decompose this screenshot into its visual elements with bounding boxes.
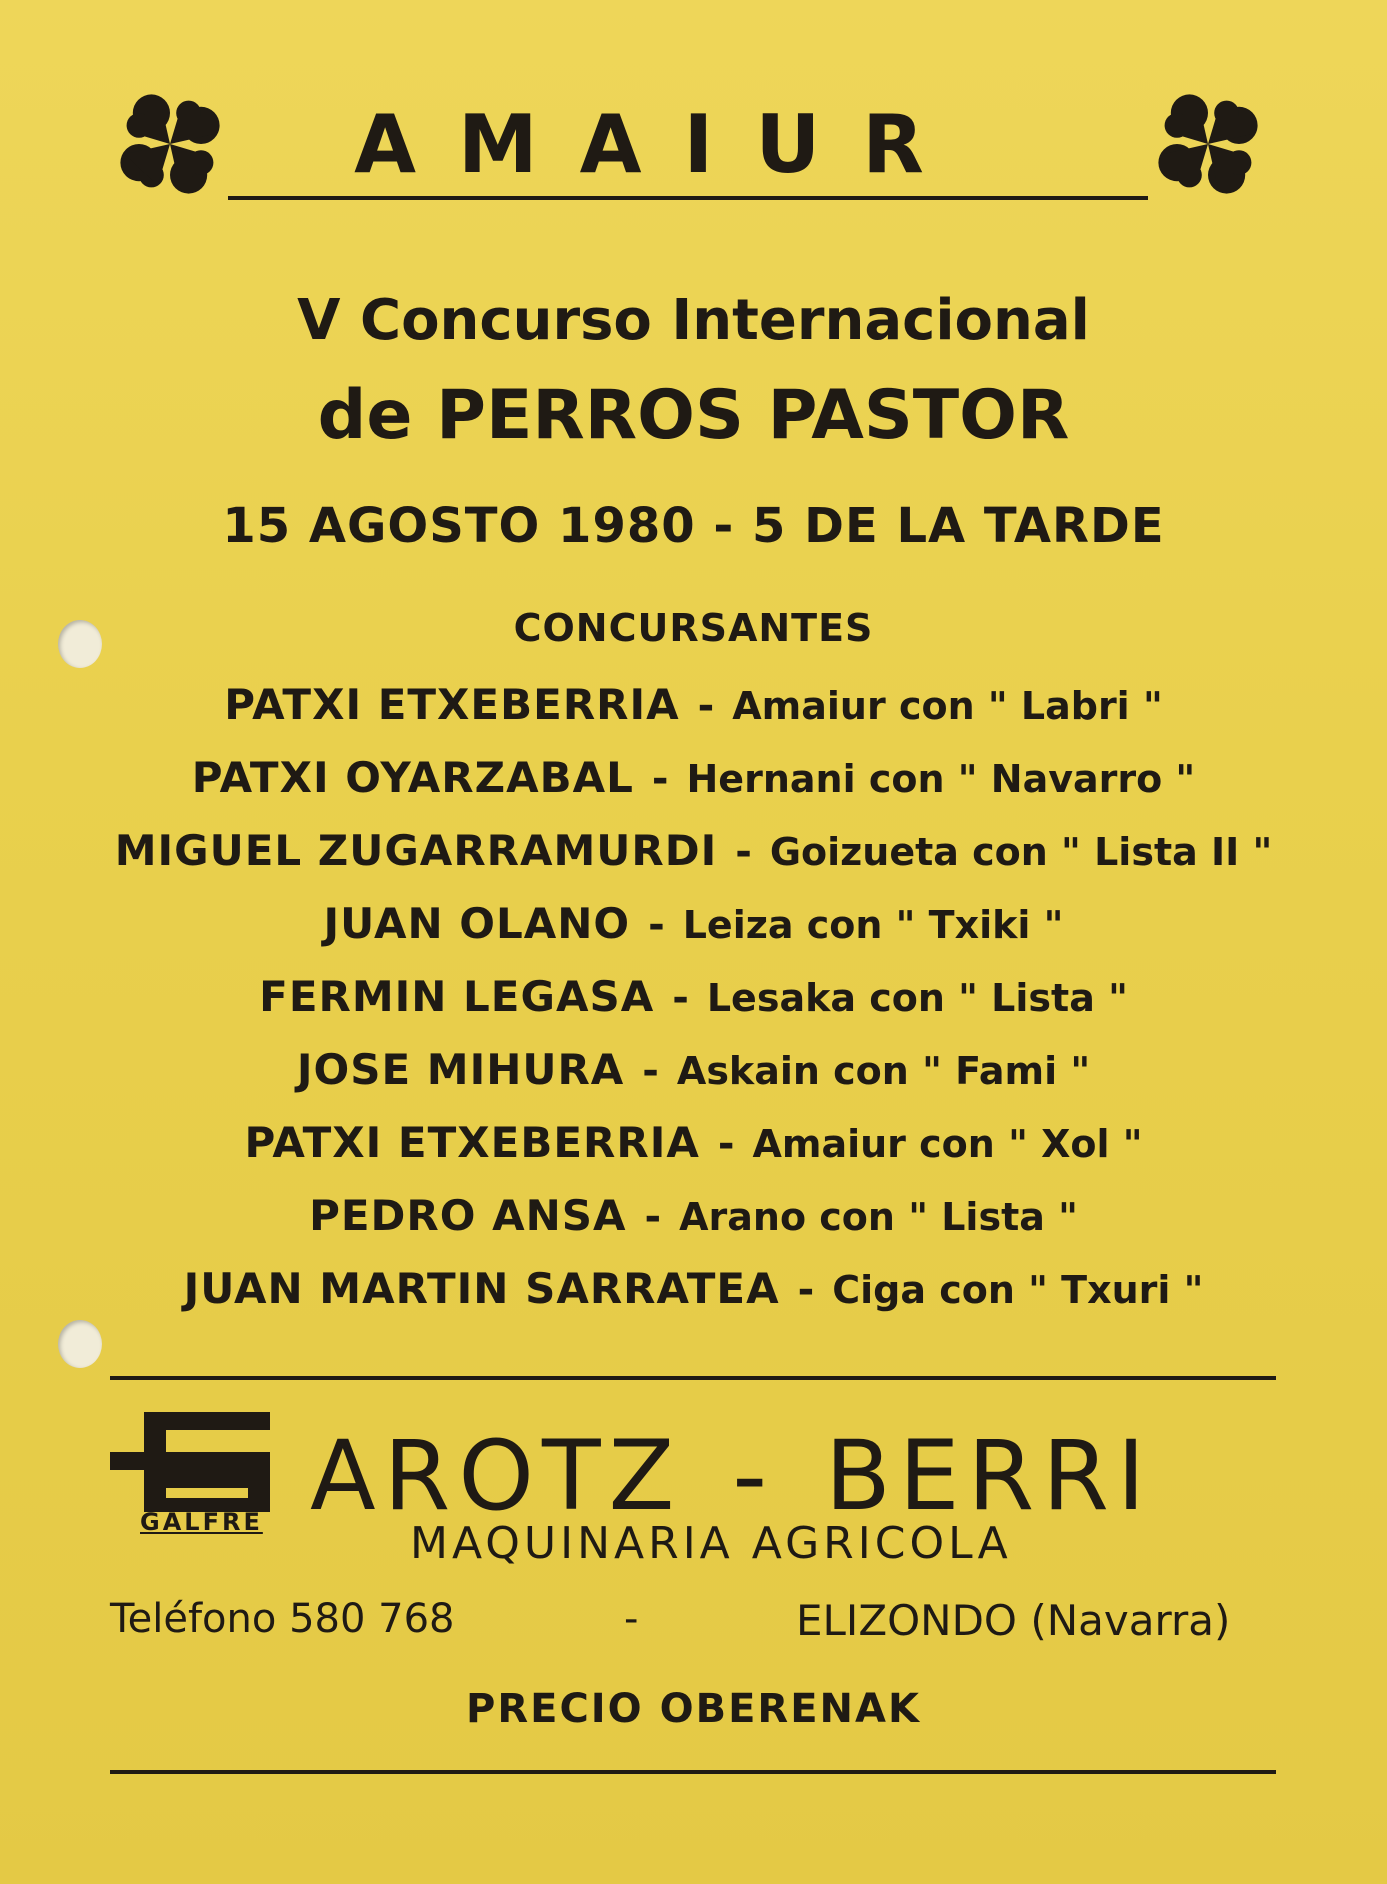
contestant-entry: Goizueta con " Lista II " [769,830,1273,874]
separator: - [797,1267,815,1313]
separator: - [735,829,752,875]
sponsor-city: ELIZONDO (Navarra) [796,1596,1231,1645]
title-underline [228,196,1148,200]
brand-dash: - [732,1420,775,1532]
poster-title: AMAIUR [354,98,966,191]
lauburu-icon [108,82,232,206]
contestants-heading: CONCURSANTES [513,606,874,650]
separator: - [672,975,689,1021]
contestant-row [0,680,1387,753]
contestant-row [0,899,1387,972]
contestants-list [0,680,1387,1337]
contestant-entry: Leiza con " Txiki " [682,903,1064,947]
contestant-entry: Hernani con " Navarro " [686,757,1196,801]
contestant-entry: Amaiur con " Labri " [732,684,1163,728]
contestant-name: PATXI OYARZABAL [191,753,634,802]
contestant-row [0,972,1387,1045]
contestant-name: PATXI ETXEBERRIA [244,1118,700,1167]
event-date: 15 AGOSTO 1980 - 5 DE LA TARDE [222,498,1165,554]
lauburu-icon [1146,82,1270,206]
event-title-line1: V Concurso Internacional [297,288,1090,353]
separator: - [651,756,669,802]
contestant-row [0,753,1387,826]
event-title-line2: de PERROS PASTOR [317,376,1070,455]
contestant-row [0,1191,1387,1264]
sponsor-brand [310,1420,1270,1532]
contestant-entry: Lesaka con " Lista " [706,976,1128,1020]
contestant-name: PATXI ETXEBERRIA [224,680,680,729]
contestant-entry: Amaiur con " Xol " [752,1122,1143,1166]
bottom-rule [110,1770,1276,1774]
separator: - [644,1194,662,1240]
contestant-row [0,1045,1387,1118]
contestant-row [0,1118,1387,1191]
phone-separator: - [624,1596,639,1642]
contestant-entry: Ciga con " Txuri " [832,1268,1204,1312]
separator: - [717,1121,735,1167]
sponsor-phone: Teléfono 580 768 [110,1596,455,1642]
contestant-row [0,1264,1387,1337]
contestant-name: JUAN MARTIN SARRATEA [183,1264,780,1313]
contestant-name: FERMIN LEGASA [259,972,655,1021]
sponsor-tagline: MAQUINARIA AGRICOLA [410,1518,1012,1569]
section-divider [110,1376,1276,1380]
brand-right: BERRI [824,1420,1154,1532]
contestant-name: PEDRO ANSA [309,1191,627,1240]
contestant-row [0,826,1387,899]
contestant-name: JUAN OLANO [323,899,631,948]
brand-left: AROTZ [310,1420,683,1532]
price-line: PRECIO OBERENAK [466,1686,921,1732]
galfre-logo-text: GALFRE [140,1508,263,1536]
contestant-name: JOSE MIHURA [296,1045,625,1094]
contestant-entry: Arano con " Lista " [679,1195,1078,1239]
separator: - [642,1048,659,1094]
separator: - [697,683,715,729]
contestant-entry: Askain con " Fami " [676,1049,1091,1093]
separator: - [648,902,665,948]
contestant-name: MIGUEL ZUGARRAMURDI [114,826,718,875]
